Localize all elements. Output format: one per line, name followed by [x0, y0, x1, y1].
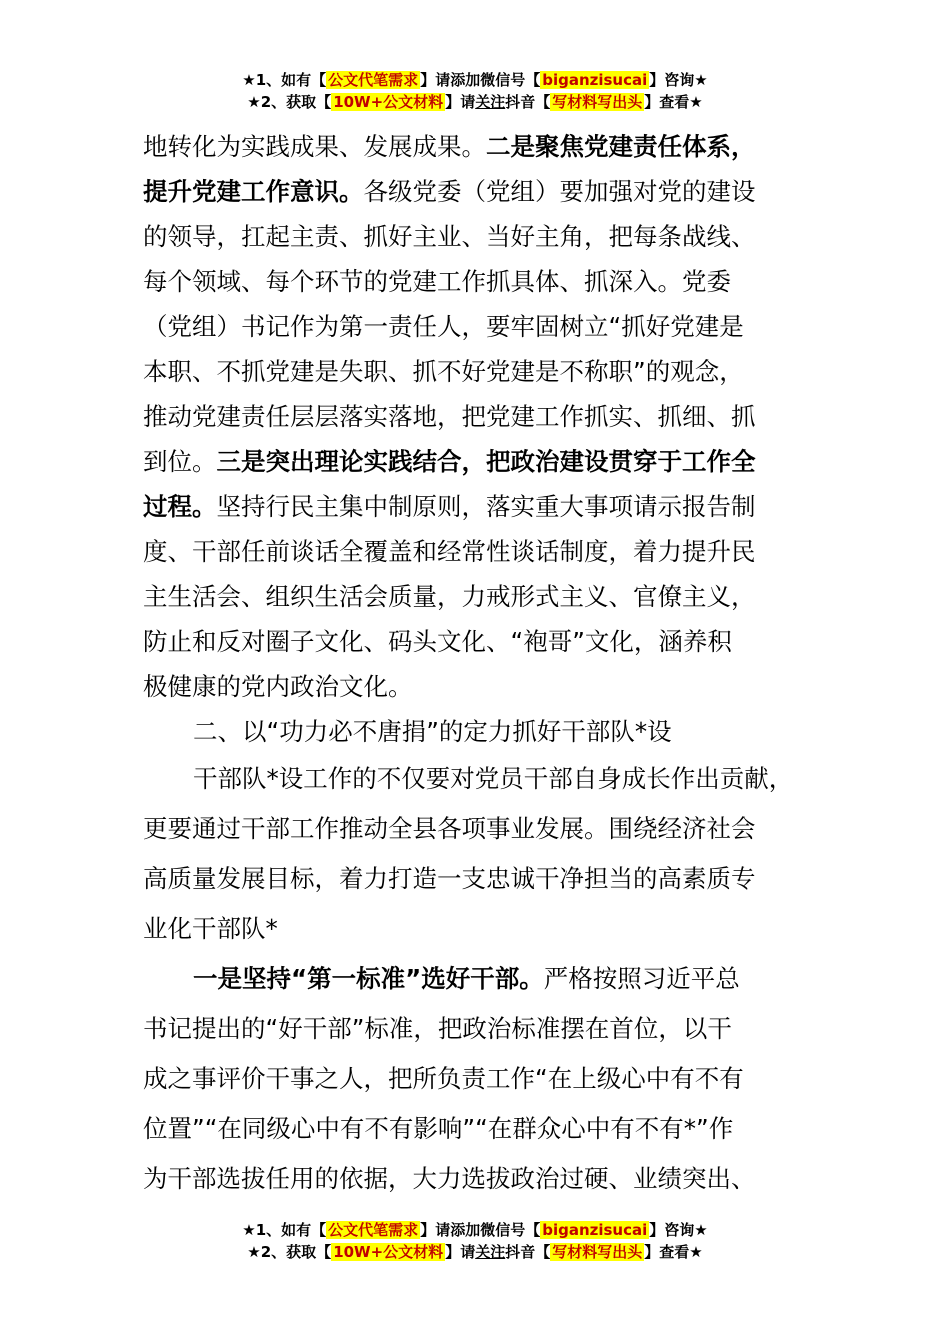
banner-highlight: 写材料写出头	[552, 93, 643, 111]
banner-wechat-id: biganzisucai	[542, 71, 648, 89]
banner-wechat-id: biganzisucai	[542, 1221, 648, 1239]
banner-text: 】咨询★	[649, 71, 708, 89]
text-line: 更要通过干部工作推动全县各项事业发展。围绕经济社会	[143, 814, 756, 843]
text-line: 防止和反对圈子文化、码头文化、“袍哥”文化，涵养积	[143, 627, 732, 656]
banner-line-2	[0, 91, 950, 113]
banner-text: 】请	[445, 93, 476, 111]
text-run: 严格按照习近平总	[543, 964, 740, 993]
banner-text: 】请	[445, 1243, 476, 1261]
section-heading: 二、以“功力必不唐捐”的定力抓好干部队*设	[193, 717, 672, 746]
text-line: 成之事评价干事之人，把所负责工作“在上级心中有不有	[143, 1064, 744, 1093]
banner-text: 抖音【	[505, 1243, 551, 1261]
bold-heading: 提升党建工作意识。	[143, 177, 364, 206]
text-run: 坚持行民主集中制原则，落实重大事项请示报告制	[216, 492, 756, 521]
text-run: 到位。	[143, 447, 217, 476]
banner-line-1	[0, 1219, 950, 1241]
banner-underlined: 关注	[475, 1243, 506, 1261]
banner-highlight: 公文代笔需求	[328, 71, 419, 89]
text-line: 推动党建责任层层落实落地，把党建工作抓实、抓细、抓	[143, 402, 756, 431]
text-line: 主生活会、组织生活会质量，力戒形式主义、官僚主义，	[143, 582, 756, 611]
banner-line-2	[0, 1241, 950, 1263]
text-line	[143, 954, 823, 1004]
text-line: （党组）书记作为第一责任人，要牢固树立“抓好党建是	[143, 312, 744, 341]
banner-text: 】咨询★	[649, 1221, 708, 1239]
text-run: 地转化为实践成果、发展成果。	[143, 132, 486, 161]
bold-heading: 三是突出理论实践结合，把政治建设贯穿于工作全	[216, 447, 756, 476]
banner-text: 】请添加微信号【	[420, 71, 541, 89]
banner-line-1	[0, 69, 950, 91]
banner-text: ★2、获取【	[247, 1243, 332, 1261]
banner-text: 】查看★	[644, 93, 703, 111]
text-line: 位置”“在同级心中有不有影响”“在群众心中有不有*”作	[143, 1114, 734, 1143]
text-line: 业化干部队*	[143, 914, 278, 943]
banner-text: ★1、如有【	[242, 71, 327, 89]
banner-highlight: 10W+公文材料	[333, 1243, 444, 1261]
text-line: 每个领域、每个环节的党建工作抓具体、抓深入。党委	[143, 267, 731, 296]
text-line: 本职、不抓党建是失职、抓不好党建是不称职”的观念，	[143, 357, 744, 386]
banner-underlined: 关注	[475, 93, 506, 111]
text-line: 极健康的党内政治文化。	[143, 672, 413, 701]
text-line: 书记提出的“好干部”标准，把政治标准摆在首位，以干	[143, 1014, 732, 1043]
text-line: 高质量发展目标，着力打造一支忠诚干净担当的高素质专	[143, 864, 756, 893]
banner-text: 】请添加微信号【	[420, 1221, 541, 1239]
text-line: 干部队*设工作的不仅要对党员干部自身成长作出贡献，	[193, 764, 794, 793]
banner-text: ★2、获取【	[247, 93, 332, 111]
text-run: 各级党委（党组）要加强对党的建设	[363, 177, 756, 206]
banner-text: 抖音【	[505, 93, 551, 111]
text-line	[143, 484, 823, 529]
footer-banner	[0, 1219, 950, 1263]
text-line	[143, 169, 823, 214]
bold-heading: 一是坚持“第一标准”选好干部。	[193, 964, 544, 993]
text-line: 的领导，扛起主责、抓好主业、当好主角，把每条战线、	[143, 222, 756, 251]
banner-highlight: 写材料写出头	[552, 1243, 643, 1261]
document-body	[143, 124, 823, 1204]
banner-text: ★1、如有【	[242, 1221, 327, 1239]
header-banner	[0, 69, 950, 113]
text-line	[143, 124, 823, 169]
banner-text: 】查看★	[644, 1243, 703, 1261]
banner-highlight: 公文代笔需求	[328, 1221, 419, 1239]
bold-heading: 二是聚焦党建责任体系，	[486, 132, 756, 161]
text-line: 度、干部任前谈话全覆盖和经常性谈话制度，着力提升民	[143, 537, 756, 566]
text-line: 为干部选拔任用的依据，大力选拔政治过硬、业绩突出、	[143, 1164, 756, 1193]
bold-heading: 过程。	[143, 492, 217, 521]
text-line	[143, 439, 823, 484]
banner-highlight: 10W+公文材料	[333, 93, 444, 111]
